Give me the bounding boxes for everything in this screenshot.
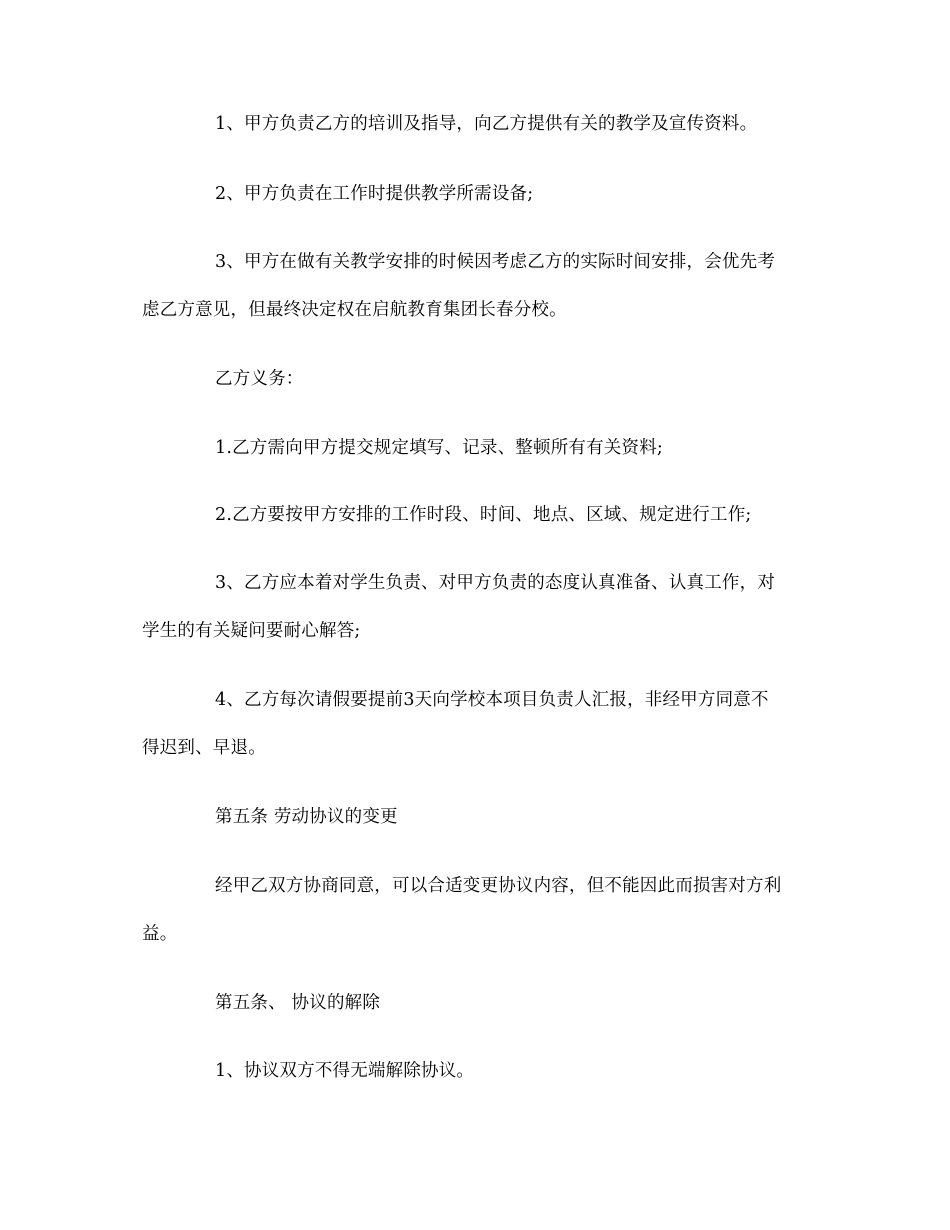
- paragraph-line: 4、乙方每次请假要提前3天向学校本项目负责人汇报，非经甲方同意不: [215, 690, 769, 710]
- paragraph-change-terms: [142, 862, 822, 958]
- paragraph-line: 第五条、 协议的解除: [215, 993, 381, 1013]
- paragraph-line: 得迟到、早退。: [142, 738, 266, 758]
- paragraph-line: 益。: [142, 924, 178, 944]
- paragraph-line: 虑乙方意见，但最终决定权在启航教育集团长春分校。: [142, 300, 567, 320]
- paragraph-party-b-duty-1: [142, 424, 822, 472]
- paragraph-line: 1.乙方需向甲方提交规定填写、记录、整顿所有有关资料;: [215, 438, 663, 458]
- paragraph-party-a-duty-2: [142, 170, 822, 218]
- paragraph-party-a-duty-1: [142, 100, 822, 148]
- paragraph-line: 3、乙方应本着对学生负责、对甲方负责的态度认真准备、认真工作，对: [215, 573, 776, 593]
- paragraph-line: 1、甲方负责乙方的培训及指导，向乙方提供有关的教学及宣传资料。: [215, 114, 758, 134]
- paragraph-line: 学生的有关疑问要耐心解答;: [142, 621, 361, 641]
- paragraph-line: 2.乙方要按甲方安排的工作时段、时间、地点、区域、规定进行工作;: [215, 505, 752, 525]
- paragraph-line: 2、甲方负责在工作时提供教学所需设备;: [215, 184, 534, 204]
- heading-party-b-obligations: [142, 355, 822, 403]
- paragraph-line: 第五条 劳动协议的变更: [215, 807, 398, 827]
- paragraph-party-b-duty-4: [142, 676, 822, 772]
- paragraph-termination-1: [142, 1047, 822, 1095]
- paragraph-party-b-duty-3: [142, 559, 822, 655]
- paragraph-line: 3、甲方在做有关教学安排的时候因考虑乙方的实际时间安排，会优先考: [215, 252, 776, 272]
- paragraph-line: 经甲乙双方协商同意，可以合适变更协议内容，但不能因此而损害对方利: [215, 876, 782, 896]
- heading-article-5-change: [142, 793, 822, 841]
- paragraph-party-a-duty-3: [142, 238, 822, 334]
- paragraph-line: 乙方义务：: [215, 369, 304, 389]
- paragraph-party-b-duty-2: [142, 491, 822, 539]
- paragraph-line: 1、协议双方不得无端解除协议。: [215, 1061, 475, 1081]
- heading-article-5-termination: [142, 979, 822, 1027]
